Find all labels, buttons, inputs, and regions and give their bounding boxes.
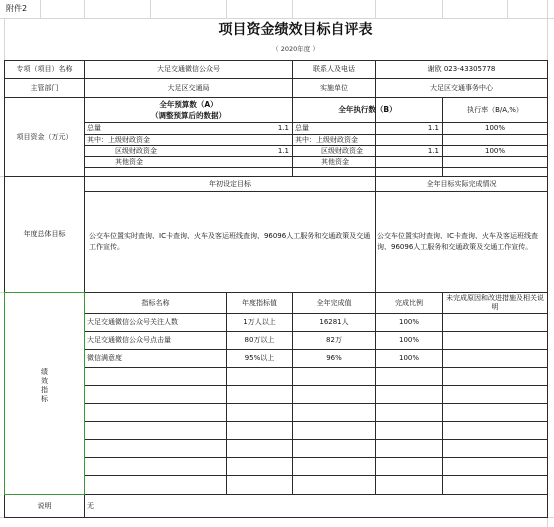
funds-label: 项目资金（万元） [16, 132, 73, 141]
overall-goal-label: 年度总体目标 [23, 230, 66, 239]
fund-row-exec: 1.1 [427, 124, 439, 133]
contact-label: 联系人及电话 [313, 65, 355, 74]
impl-value: 大足区交通事务中心 [430, 83, 493, 92]
fund-row-exec [373, 135, 442, 145]
perf-row-name: 微信满意度 [87, 354, 122, 363]
perf-row-name: 大足交通微信公众号关注人数 [87, 318, 178, 327]
impl-label: 实施单位 [320, 83, 348, 92]
note-value: 无 [87, 501, 94, 510]
initial-goal-header: 年初设定目标 [209, 179, 251, 188]
fund-row-exec-label: 区级财政资金 [321, 146, 363, 155]
annual-budget-subheader: （调整预算后的数据） [151, 110, 226, 120]
attachment-label: 附件2 [6, 4, 28, 13]
page-title: 项目资金绩效目标自评表 [218, 22, 373, 39]
perf-header-actual: 全年完成值 [316, 298, 352, 307]
completion-text: 公交车位置实时查询、IC卡查询、火车及客运班线查询、96096人工服务和交通政策及交通工作宣传。 [377, 231, 538, 251]
dept-label: 主管部门 [30, 83, 59, 92]
fund-row-rate: 100% [484, 146, 505, 155]
fund-row-exec-label: 其他资金 [321, 157, 349, 166]
perf-indicator-label [5, 360, 84, 412]
completion-header: 全年目标实际完成情况 [426, 179, 497, 188]
dept-value: 大足区交通局 [167, 83, 210, 92]
fund-row-label: 其中：上级财政资金 [87, 135, 150, 144]
perf-label-char: 绩 [41, 367, 48, 376]
perf-header-reason: 未完成原因和改进措施及相关说明 [446, 294, 544, 311]
perf-row-actual: 96% [326, 354, 342, 363]
perf-label-char: 效 [41, 376, 48, 385]
fund-row-budget [205, 135, 292, 145]
fund-row-label: 总量 [87, 124, 101, 133]
annual-exec-header: 全年执行数（B） [338, 105, 397, 115]
perf-row-target: 1万人以上 [243, 318, 276, 327]
annual-budget-header: 全年预算数（A） [159, 99, 218, 109]
fund-row-budget: 1.1 [277, 124, 289, 133]
fund-row-label: 其他资金 [115, 157, 143, 166]
fund-row-exec-label: 其中：上级财政资金 [295, 135, 358, 144]
perf-row-target: 80万以上 [244, 336, 275, 345]
perf-row-target: 95%以上 [244, 354, 275, 363]
project-name-value: 大足交通微信公众号 [157, 65, 220, 74]
perf-row-actual: 16281人 [319, 318, 349, 327]
initial-goal-text: 公交车位置实时查询、IC卡查询、火车及客运班线查询、96096人工服务和交通政策及交通工作宣传。 [89, 231, 371, 251]
perf-row-ratio: 100% [398, 354, 419, 363]
fund-row-rate: 100% [484, 124, 505, 133]
fund-row-label: 区级财政资金 [115, 146, 157, 155]
fund-row-exec-label: 总量 [295, 124, 309, 133]
fund-row-exec [373, 157, 442, 167]
perf-header-ratio: 完成比例 [395, 298, 423, 307]
exec-rate-header: 执行率（B/A,%） [467, 105, 523, 114]
perf-row-actual: 82万 [326, 336, 342, 345]
year-label: （ 2020年度 ） [272, 44, 319, 53]
perf-row-ratio: 100% [398, 336, 419, 345]
note-label: 说明 [37, 501, 52, 510]
project-name-label: 专项（项目）名称 [16, 65, 73, 74]
fund-row-budget [205, 157, 292, 167]
fund-row-rate [443, 135, 547, 145]
fund-row-rate [443, 157, 547, 167]
fund-row-budget: 1.1 [277, 146, 289, 155]
contact-value: 谢欧 023-43305778 [427, 65, 496, 74]
perf-row-ratio: 100% [398, 318, 419, 327]
perf-label-char: 指 [41, 386, 48, 394]
perf-header-name: 指标名称 [141, 298, 170, 307]
perf-label-char: 标 [41, 395, 48, 404]
fund-row-exec: 1.1 [427, 146, 439, 155]
perf-header-target: 年度指标值 [242, 298, 277, 307]
perf-row-name: 大足交通微信公众号点击量 [87, 336, 171, 345]
